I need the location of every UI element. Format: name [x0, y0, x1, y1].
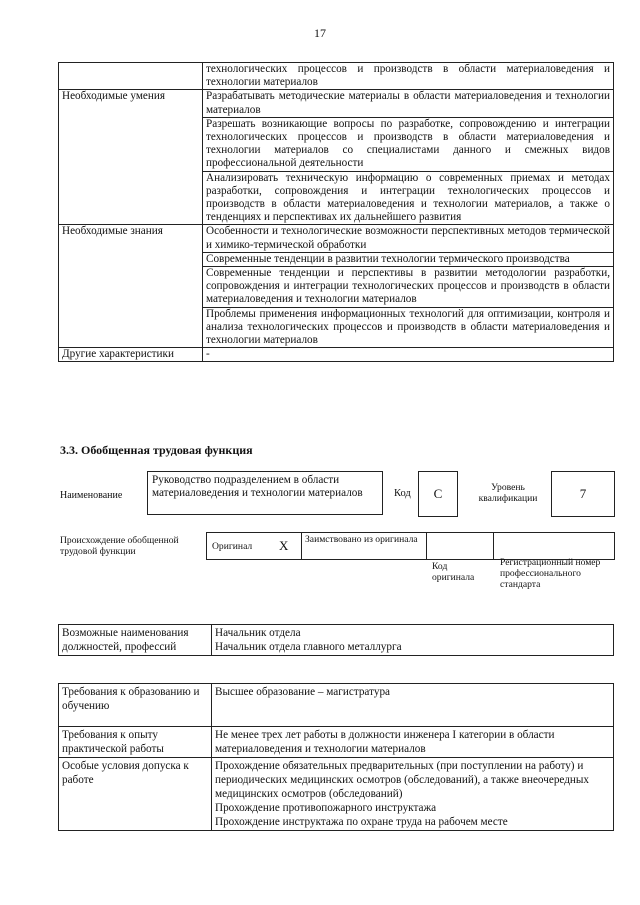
row-label-other: Другие характеристики: [59, 348, 203, 362]
row-label: [59, 63, 203, 90]
original-label: Оригинал: [212, 541, 253, 552]
row-value: Разрабатывать методические материалы в области материаловедения и технологии материалов: [203, 90, 614, 117]
row-value: Особенности и технологические возможности перспективных методов термической и химико-термической обработки: [203, 225, 614, 252]
admission-label: Особые условия допуска к работе: [59, 758, 212, 831]
admission-item: Прохождение обязательных предварительных (при поступлении на работу) и периодических медицинских осмотров (обследований), а также внеочередных медицинских осмотров (обследований): [215, 760, 590, 800]
page-number: 17: [314, 26, 326, 40]
position-item: Начальник отдела главного металлурга: [215, 641, 402, 653]
row-value: Разрешать возникающие вопросы по разработке, сопровождению и интеграции технологических процессов и производств в области материаловедения и технологии материалов со специалистами данного и смежных видов профессиональной деятельности: [203, 117, 614, 171]
level-label: Уровень квалификации: [478, 482, 538, 504]
row-value: Современные тенденции в развитии технологии термического производства: [203, 252, 614, 266]
table-row: [59, 625, 614, 656]
positions-values: [212, 625, 614, 656]
table-row: [59, 63, 614, 90]
experience-value: Не менее трех лет работы в должности инженера I категории в области материаловедения и технологии материалов: [212, 727, 614, 758]
row-value: Проблемы применения информационных технологий для оптимизации, контроля и анализа технологических процессов и производств в области материаловедения и технологии материалов: [203, 307, 614, 348]
table-row: [59, 758, 614, 831]
table-row: [59, 348, 614, 362]
table-row: [59, 684, 614, 727]
row-label-skills: Необходимые умения: [59, 90, 203, 225]
reg-number-cell: [493, 532, 615, 560]
table-row: [59, 225, 614, 252]
borrowed-label: Заимствовано из оригинала: [305, 534, 418, 545]
level-box: 7: [551, 471, 615, 517]
positions-table: [58, 624, 614, 656]
code-label: Код: [394, 488, 411, 499]
row-value: -: [203, 348, 614, 362]
name-label: Наименование: [60, 490, 123, 501]
experience-label: Требования к опыту практической работы: [59, 727, 212, 758]
origin-row: [206, 532, 615, 560]
row-value: Современные тенденции и перспективы в развитии методологии разработки, сопровождения и интеграции технологических процессов и производств в области материаловедения и технологии материалов: [203, 267, 614, 308]
original-cell: [206, 532, 302, 560]
admission-values: [212, 758, 614, 831]
code-original-label: Код оригинала: [432, 561, 475, 583]
table-row: [59, 90, 614, 117]
code-box: С: [418, 471, 458, 517]
borrowed-cell: [301, 532, 427, 560]
original-mark: X: [279, 538, 289, 553]
row-label-knowledge: Необходимые знания: [59, 225, 203, 348]
skills-knowledge-table: [58, 62, 614, 362]
reg-number-label: Регистрационный номер профессионального стандарта: [500, 557, 601, 590]
section-title: 3.3. Обобщенная трудовая функция: [60, 443, 253, 457]
table-row: [59, 727, 614, 758]
function-name-box: Руководство подразделением в области материаловедения и технологии материалов: [147, 471, 383, 515]
row-value: технологических процессов и производств в области материаловедения и технологии материалов: [203, 63, 614, 90]
positions-label: Возможные наименования должностей, профессий: [59, 625, 212, 656]
admission-item: Прохождение противопожарного инструктажа: [215, 802, 437, 814]
education-value: Высшее образование – магистратура: [212, 684, 614, 727]
admission-item: Прохождение инструктажа по охране труда на рабочем месте: [215, 816, 508, 828]
code-original-cell: [426, 532, 494, 560]
education-label: Требования к образованию и обучению: [59, 684, 212, 727]
origin-label: Происхождение обобщенной трудовой функции: [60, 535, 179, 557]
requirements-table: [58, 683, 614, 831]
row-value: Анализировать техническую информацию о современных приемах и методах разработки, сопровождения и интеграции технологических процессов и производств в области материаловедения и технологии материалов, а также о тенденциях и перспективах их дальнейшего развития: [203, 171, 614, 225]
position-item: Начальник отдела: [215, 627, 301, 639]
